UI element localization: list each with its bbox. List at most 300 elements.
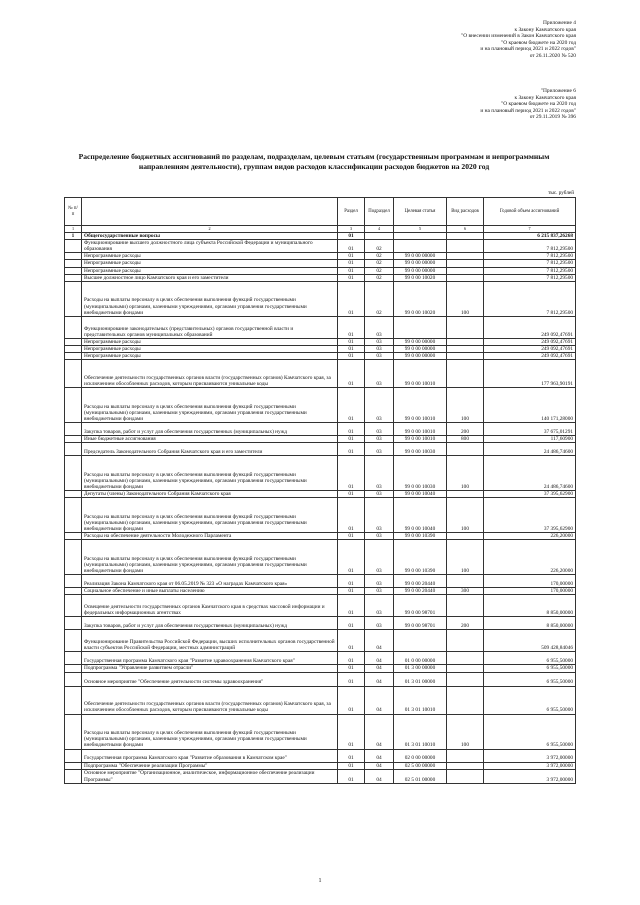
row-section: 01 (338, 267, 365, 274)
row-subsection: 03 (365, 575, 394, 588)
column-number: 5 (394, 226, 447, 233)
row-number (65, 540, 82, 575)
row-expense-type: 200 (447, 423, 484, 436)
table-row (65, 491, 576, 498)
row-subsection: 03 (365, 443, 394, 456)
header-annual-amount: Годовой объем ассигнований (484, 198, 576, 226)
row-section: 01 (338, 240, 365, 253)
row-number (65, 281, 82, 316)
row-section: 01 (338, 630, 365, 652)
row-target-article: 02 5 01 00000 (394, 769, 447, 783)
row-number (65, 240, 82, 253)
row-expense-type (447, 491, 484, 498)
row-subsection: 04 (365, 665, 394, 672)
row-amount: 249 092,47691 (484, 316, 576, 338)
row-amount: 37 395,62900 (484, 498, 576, 533)
row-target-article: 99 0 00 10020 (394, 274, 447, 281)
row-section: 01 (338, 352, 365, 359)
row-subsection: 03 (365, 617, 394, 630)
row-target-article: 99 0 00 10010 (394, 423, 447, 436)
row-section: 01 (338, 360, 365, 388)
row-target-article: 99 0 00 10040 (394, 491, 447, 498)
row-amount: 6 955,50000 (484, 714, 576, 749)
row-amount: 6 955,50000 (484, 672, 576, 686)
row-name: Государственная программа Камчатского края "Развитие здравоохранения Камчатского края" (82, 652, 338, 665)
table-row (65, 533, 576, 540)
row-expense-type (447, 575, 484, 588)
row-amount: 249 092,47691 (484, 352, 576, 359)
row-name: Подпрограмма "Обеспечение реализации Программы" (82, 762, 338, 769)
column-number: 4 (365, 226, 394, 233)
row-amount: 37 675,01291 (484, 423, 576, 436)
row-name: Функционирование высшего должностного лица субъекта Российской Федерации и муниципального образования (82, 240, 338, 253)
row-target-article: 99 0 00 10030 (394, 443, 447, 456)
row-target-article: 99 0 00 10010 (394, 388, 447, 423)
table-row (65, 498, 576, 533)
row-amount: 249 092,47691 (484, 338, 576, 345)
row-number (65, 423, 82, 436)
row-amount: 37 395,62900 (484, 491, 576, 498)
row-section: 01 (338, 436, 365, 443)
row-amount: 3 972,00000 (484, 769, 576, 783)
table-row (65, 338, 576, 345)
row-name: Расходы на выплаты персоналу в целях обеспечения выполнения функций государственными (муниципальными) органами, казенными учреждениями, органами управления государственными внебюджетными фондами (82, 281, 338, 316)
row-name: Обеспечение деятельности государственных органов власти (государственных органов) Камчатского края, за исключением обособленных расходов, которым присваиваются уникальные коды (82, 686, 338, 714)
row-section: 01 (338, 233, 365, 240)
row-expense-type: 800 (447, 436, 484, 443)
table-row (65, 630, 576, 652)
row-expense-type (447, 274, 484, 281)
table-row (65, 588, 576, 595)
row-expense-type (447, 672, 484, 686)
row-subsection: 02 (365, 260, 394, 267)
row-name: Освещение деятельности государственных органов Камчатского края в средствах массовой информации и федеральных информационных агентствах (82, 595, 338, 617)
row-expense-type: 100 (447, 540, 484, 575)
row-section: 01 (338, 260, 365, 267)
annex-4-line: к Закону Камчатского края (514, 26, 576, 33)
row-subsection: 03 (365, 491, 394, 498)
table-row (65, 595, 576, 617)
annex-6-line: к Закону Камчатского края (514, 94, 576, 101)
row-number (65, 352, 82, 359)
row-section: 01 (338, 253, 365, 260)
row-name: Непрограммные расходы (82, 345, 338, 352)
row-number (65, 714, 82, 749)
row-target-article: 99 0 00 10020 (394, 281, 447, 316)
row-number (65, 672, 82, 686)
row-name: Подпрограмма "Управление развитием отрасли" (82, 665, 338, 672)
row-amount: 6 215 837,26268 (484, 233, 576, 240)
row-target-article (394, 240, 447, 253)
table-row (65, 281, 576, 316)
table-row (65, 253, 576, 260)
row-name: Функционирование Правительства Российской Федерации, высших исполнительных органов государственной власти субъектов Российской Федерации, местных администраций (82, 630, 338, 652)
row-name: Расходы на выплаты персоналу в целях обеспечения выполнения функций государственными (муниципальными) органами, казенными учреждениями, органами управления государственными внебюджетными фондами (82, 388, 338, 423)
row-amount: 7 812,29500 (484, 253, 576, 260)
table-row (65, 274, 576, 281)
row-expense-type (447, 665, 484, 672)
row-name: Социальное обеспечение и иные выплаты населению (82, 588, 338, 595)
annex-4-line: "О внесении изменений в Закон Камчатского края (461, 33, 576, 40)
row-target-article: 02 5 00 00000 (394, 762, 447, 769)
table-row (65, 769, 576, 783)
row-name: Иные бюджетные ассигнования (82, 436, 338, 443)
table-row (65, 665, 576, 672)
table-row (65, 316, 576, 338)
row-number (65, 388, 82, 423)
row-number (65, 316, 82, 338)
row-name: Непрограммные расходы (82, 338, 338, 345)
row-section: 01 (338, 540, 365, 575)
table-row (65, 388, 576, 423)
table-row (65, 714, 576, 749)
row-expense-type (447, 345, 484, 352)
row-name: Непрограммные расходы (82, 352, 338, 359)
table-row (65, 443, 576, 456)
row-name: Основное мероприятие "Обеспечение деятельности системы здравоохранения" (82, 672, 338, 686)
row-amount: 6 955,50000 (484, 686, 576, 714)
row-amount: 7 812,29500 (484, 260, 576, 267)
row-target-article: 99 0 00 00000 (394, 338, 447, 345)
row-expense-type (447, 316, 484, 338)
row-subsection: 02 (365, 267, 394, 274)
row-subsection: 02 (365, 281, 394, 316)
row-amount: 509 428,84046 (484, 630, 576, 652)
row-amount: 7 812,29500 (484, 274, 576, 281)
row-target-article: 01 0 00 00000 (394, 652, 447, 665)
row-target-article: 01 3 01 00000 (394, 672, 447, 686)
row-number (65, 617, 82, 630)
column-number: 3 (338, 226, 365, 233)
table-row (65, 352, 576, 359)
column-number: 6 (447, 226, 484, 233)
row-expense-type (447, 762, 484, 769)
row-subsection: 02 (365, 253, 394, 260)
row-number (65, 338, 82, 345)
row-target-article: 99 0 00 10390 (394, 533, 447, 540)
table-row (65, 260, 576, 267)
row-subsection: 03 (365, 345, 394, 352)
row-section: 01 (338, 714, 365, 749)
row-amount: 226,20000 (484, 540, 576, 575)
column-number: 2 (82, 226, 338, 233)
row-name: Депутаты (члены) Законодательного Собрания Камчатского края (82, 491, 338, 498)
column-number: 1 (65, 226, 82, 233)
row-name: Реализация Закона Камчатского края от 06.05.2019 № 323 «О наградах Камчатского края» (82, 575, 338, 588)
row-amount: 170,00000 (484, 575, 576, 588)
row-target-article: 99 0 00 20440 (394, 588, 447, 595)
row-name: Функционирование законодательных (представительных) органов государственной власти и представительных органов муниципальных образований (82, 316, 338, 338)
table-row (65, 423, 576, 436)
row-name: Расходы на выплаты персоналу в целях обеспечения выполнения функций государственными (муниципальными) органами, казенными учреждениями, органами управления государственными внебюджетными фондами (82, 498, 338, 533)
row-number (65, 652, 82, 665)
row-section: 01 (338, 588, 365, 595)
row-subsection: 03 (365, 360, 394, 388)
row-number (65, 436, 82, 443)
row-subsection: 03 (365, 456, 394, 491)
row-section: 01 (338, 749, 365, 762)
table-row (65, 436, 576, 443)
row-section: 01 (338, 456, 365, 491)
row-target-article: 01 3 01 10010 (394, 714, 447, 749)
row-target-article (394, 630, 447, 652)
row-number (65, 267, 82, 274)
row-amount: 24 486,74600 (484, 443, 576, 456)
row-name: Председатель Законодательного Собрания Камчатского края и его заместители (82, 443, 338, 456)
row-number (65, 588, 82, 595)
row-number (65, 665, 82, 672)
row-target-article: 01 3 00 00000 (394, 665, 447, 672)
row-amount: 6 955,50000 (484, 665, 576, 672)
annex-4-line: и на плановый период 2021 и 2022 годов" (480, 46, 576, 53)
row-expense-type (447, 630, 484, 652)
row-name: Расходы на выплаты персоналу в целях обеспечения выполнения функций государственными (муниципальными) органами, казенными учреждениями, органами управления государственными внебюджетными фондами (82, 714, 338, 749)
row-amount: 7 812,29500 (484, 267, 576, 274)
row-subsection: 03 (365, 540, 394, 575)
row-name: Расходы на выплаты персоналу в целях обеспечения выполнения функций государственными (муниципальными) органами, казенными учреждениями, органами управления государственными внебюджетными фондами (82, 456, 338, 491)
row-target-article: 99 0 00 10390 (394, 540, 447, 575)
row-target-article: 99 0 00 00000 (394, 345, 447, 352)
row-subsection: 04 (365, 686, 394, 714)
row-number (65, 253, 82, 260)
row-name: Общегосударственные вопросы (82, 233, 338, 240)
header-section: Раздел (338, 198, 365, 226)
row-name: Высшее должностное лицо Камчатского края и его заместители (82, 274, 338, 281)
annex-6-reference (480, 88, 576, 121)
row-number (65, 345, 82, 352)
row-expense-type: 300 (447, 588, 484, 595)
row-name: Государственная программа Камчатского края "Развитие образования в Камчатском крае" (82, 749, 338, 762)
row-number (65, 443, 82, 456)
row-target-article: 99 0 00 00000 (394, 352, 447, 359)
row-target-article: 99 0 00 00000 (394, 267, 447, 274)
row-target-article: 01 3 01 10010 (394, 686, 447, 714)
row-name: Расходы на обеспечение деятельности Молодежного Парламента (82, 533, 338, 540)
row-number (65, 260, 82, 267)
table-row (65, 345, 576, 352)
row-expense-type (447, 338, 484, 345)
row-section: 01 (338, 652, 365, 665)
row-subsection: 04 (365, 672, 394, 686)
row-subsection: 04 (365, 749, 394, 762)
row-expense-type (447, 267, 484, 274)
row-expense-type (447, 686, 484, 714)
row-subsection: 03 (365, 533, 394, 540)
row-expense-type (447, 260, 484, 267)
row-target-article: 99 0 00 10010 (394, 436, 447, 443)
page-number: 1 (318, 878, 322, 884)
row-subsection: 03 (365, 436, 394, 443)
row-number (65, 274, 82, 281)
row-expense-type (447, 253, 484, 260)
row-section: 01 (338, 388, 365, 423)
table-row (65, 267, 576, 274)
row-subsection: 03 (365, 498, 394, 533)
row-target-article: 99 0 00 10010 (394, 360, 447, 388)
table-row (65, 617, 576, 630)
row-subsection: 02 (365, 240, 394, 253)
row-expense-type: 200 (447, 617, 484, 630)
row-section: 01 (338, 423, 365, 436)
table-row (65, 240, 576, 253)
row-subsection: 03 (365, 595, 394, 617)
annex-6-line: "О краевом бюджете на 2020 год (501, 101, 576, 108)
row-name: Обеспечение деятельности государственных органов власти (государственных органов) Камчатского края, за исключением обособленных расходов, которым присваиваются уникальные коды (82, 360, 338, 388)
row-section: 01 (338, 338, 365, 345)
row-name: Непрограммные расходы (82, 267, 338, 274)
row-amount: 8 850,00000 (484, 617, 576, 630)
row-amount: 140 171,28000 (484, 388, 576, 423)
annex-6-line: "Приложение 6 (540, 88, 576, 94)
row-section: 01 (338, 595, 365, 617)
row-section: 01 (338, 672, 365, 686)
table-header-row (65, 198, 576, 226)
budget-table (64, 197, 576, 784)
row-expense-type: 100 (447, 281, 484, 316)
row-expense-type (447, 233, 484, 240)
row-expense-type: 100 (447, 388, 484, 423)
row-subsection: 03 (365, 338, 394, 345)
row-section: 01 (338, 769, 365, 783)
annex-4-reference (461, 20, 576, 60)
unit-label: тыс. рублей (548, 190, 574, 196)
row-section: 01 (338, 281, 365, 316)
row-subsection: 03 (365, 316, 394, 338)
row-expense-type: 100 (447, 714, 484, 749)
table-row (65, 456, 576, 491)
document-title: Распределение бюджетных ассигнований по разделам, подразделам, целевым статьям (государственным программам и непрограммным направлениям деятельности), группам видов расходов классификации расходов бюджетов на 2020 год (78, 152, 550, 171)
row-number (65, 456, 82, 491)
row-section: 01 (338, 762, 365, 769)
row-section: 01 (338, 443, 365, 456)
row-subsection: 03 (365, 388, 394, 423)
row-expense-type (447, 769, 484, 783)
annex-4-line: Приложение 4 (543, 20, 576, 26)
row-section: 01 (338, 491, 365, 498)
row-amount: 8 850,00000 (484, 595, 576, 617)
row-subsection: 04 (365, 769, 394, 783)
table-row (65, 540, 576, 575)
row-expense-type (447, 533, 484, 540)
row-target-article: 99 0 00 98701 (394, 617, 447, 630)
row-target-article: 99 0 00 10030 (394, 456, 447, 491)
row-expense-type: 100 (447, 456, 484, 491)
row-amount: 3 972,00000 (484, 762, 576, 769)
header-subsection: Подраздел (365, 198, 394, 226)
row-name: Расходы на выплаты персоналу в целях обеспечения выполнения функций государственными (муниципальными) органами, казенными учреждениями, органами управления государственными внебюджетными фондами (82, 540, 338, 575)
row-target-article: 99 0 00 00000 (394, 253, 447, 260)
row-expense-type (447, 652, 484, 665)
row-amount: 7 812,29500 (484, 240, 576, 253)
row-subsection: 03 (365, 423, 394, 436)
row-amount: 24 486,74600 (484, 456, 576, 491)
row-number (65, 533, 82, 540)
row-amount: 170,00000 (484, 588, 576, 595)
table-row (65, 360, 576, 388)
row-expense-type (447, 749, 484, 762)
row-target-article: 99 0 00 20440 (394, 575, 447, 588)
row-subsection: 04 (365, 630, 394, 652)
row-number (65, 686, 82, 714)
annex-6-line: от 29.11.2019 № 396 (529, 114, 576, 121)
row-number: 1 (65, 233, 82, 240)
row-section: 01 (338, 498, 365, 533)
row-section: 01 (338, 575, 365, 588)
row-target-article (394, 316, 447, 338)
table-row (65, 233, 576, 240)
row-name: Закупка товаров, работ и услуг для обеспечения государственных (муниципальных) нужд (82, 423, 338, 436)
row-number (65, 360, 82, 388)
row-number (65, 595, 82, 617)
row-target-article: 99 0 00 10040 (394, 498, 447, 533)
table-row (65, 749, 576, 762)
row-name: Непрограммные расходы (82, 253, 338, 260)
row-number (65, 769, 82, 783)
table-row (65, 762, 576, 769)
row-target-article: 02 0 00 00000 (394, 749, 447, 762)
row-expense-type: 100 (447, 498, 484, 533)
row-subsection: 04 (365, 762, 394, 769)
row-expense-type (447, 360, 484, 388)
column-number: 7 (484, 226, 576, 233)
row-section: 01 (338, 345, 365, 352)
row-name: Непрограммные расходы (82, 260, 338, 267)
row-target-article (394, 233, 447, 240)
header-number: № п/п (65, 198, 82, 226)
row-expense-type (447, 240, 484, 253)
row-expense-type (447, 352, 484, 359)
row-subsection: 03 (365, 352, 394, 359)
row-amount: 3 972,00000 (484, 749, 576, 762)
row-section: 01 (338, 617, 365, 630)
row-amount: 117,60900 (484, 436, 576, 443)
row-amount: 7 812,29500 (484, 281, 576, 316)
table-row (65, 686, 576, 714)
row-amount: 177 963,90191 (484, 360, 576, 388)
annex-4-line: "О краевом бюджете на 2020 год (501, 39, 576, 46)
row-expense-type (447, 595, 484, 617)
row-number (65, 575, 82, 588)
header-target-article: Целевая статья (394, 198, 447, 226)
row-section: 01 (338, 665, 365, 672)
table-row (65, 652, 576, 665)
row-target-article: 99 0 00 98701 (394, 595, 447, 617)
row-name: Закупка товаров, работ и услуг для обеспечения государственных (муниципальных) нужд (82, 617, 338, 630)
header-expense-type: Вид расходов (447, 198, 484, 226)
row-section: 01 (338, 316, 365, 338)
row-number (65, 762, 82, 769)
row-section: 01 (338, 533, 365, 540)
row-number (65, 498, 82, 533)
row-number (65, 630, 82, 652)
table-row (65, 575, 576, 588)
row-subsection: 04 (365, 714, 394, 749)
row-target-article: 99 0 00 00000 (394, 260, 447, 267)
row-amount: 6 955,50000 (484, 652, 576, 665)
row-subsection (365, 233, 394, 240)
row-expense-type (447, 443, 484, 456)
row-section: 01 (338, 274, 365, 281)
table-row (65, 672, 576, 686)
row-subsection: 02 (365, 274, 394, 281)
row-subsection: 04 (365, 652, 394, 665)
row-amount: 249 092,47691 (484, 345, 576, 352)
row-subsection: 03 (365, 588, 394, 595)
row-number (65, 491, 82, 498)
row-amount: 226,20000 (484, 533, 576, 540)
row-number (65, 749, 82, 762)
column-number-row (65, 226, 576, 233)
